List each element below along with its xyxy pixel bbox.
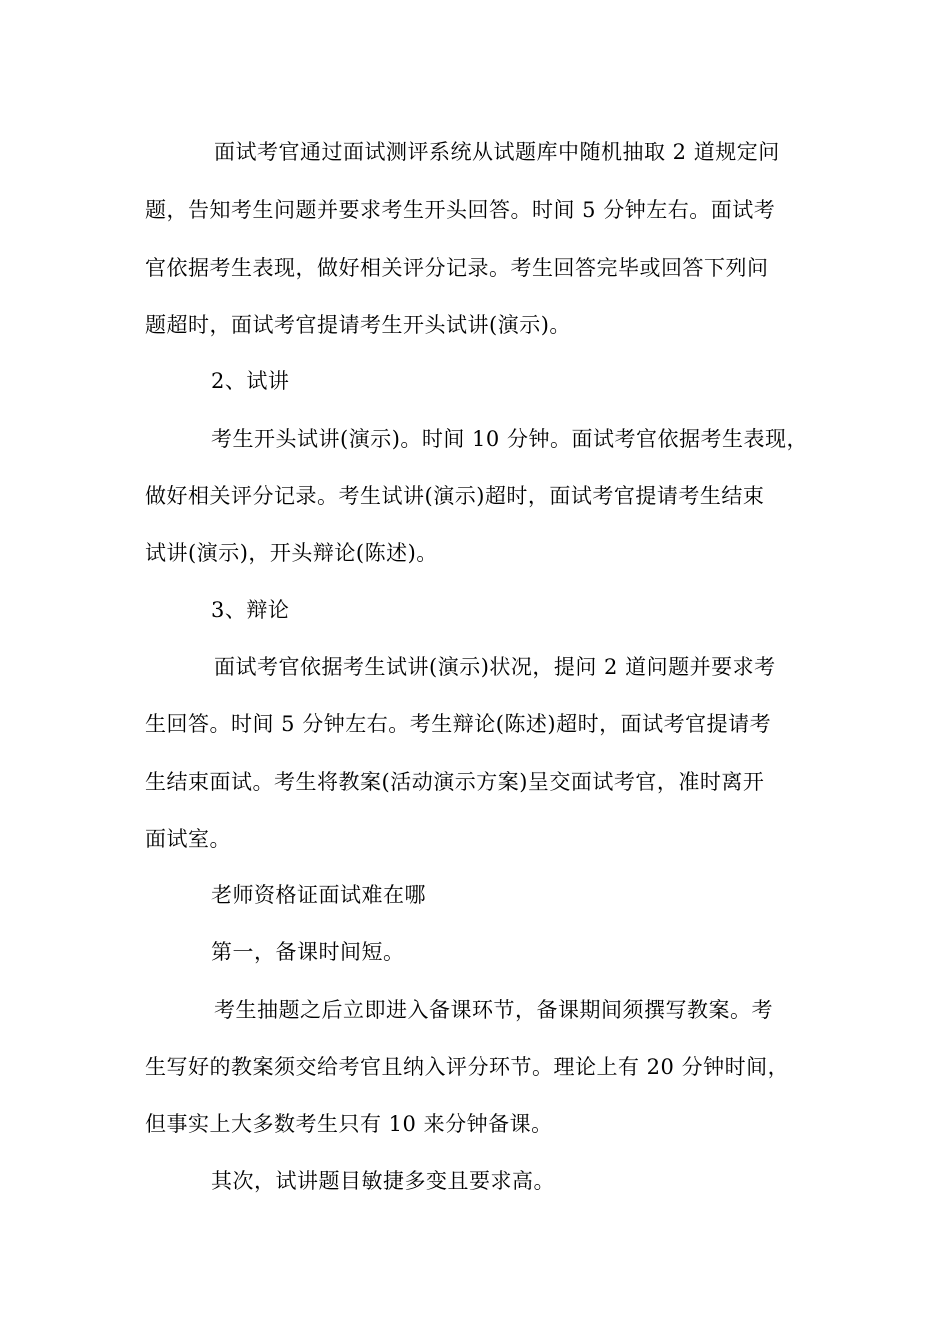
section-heading: 3、辩论 (211, 598, 290, 622)
section-heading: 2、试讲 (211, 369, 290, 393)
text-line: 考生抽题之后立即进入备课环节，备课期间须撰写教案。考 (214, 998, 773, 1022)
subheading: 老师资格证面试难在哪 (211, 883, 426, 907)
text-line: 生回答。时间 5 分钟左右。考生辩论(陈述)超时，面试考官提请考 (145, 712, 772, 736)
subheading: 其次，试讲题目敏捷多变且要求高。 (211, 1169, 555, 1193)
text-line: 考生开头试讲(演示)。时间 10 分钟。面试考官依据考生表现， (211, 427, 808, 451)
text-line: 但事实上大多数考生只有 10 来分钟备课。 (145, 1112, 553, 1136)
text-line: 面试室。 (145, 827, 231, 851)
text-line: 面试考官通过面试测评系统从试题库中随机抽取 2 道规定问 (214, 140, 780, 164)
text-line: 题超时，面试考官提请考生开头试讲(演示)。 (145, 313, 571, 337)
text-line: 官依据考生表现，做好相关评分记录。考生回答完毕或回答下列问 (145, 256, 769, 280)
text-line: 题，告知考生问题并要求考生开头回答。时间 5 分钟左右。面试考 (145, 198, 776, 222)
text-line: 生结束面试。考生将教案(活动演示方案)呈交面试考官，准时离开 (145, 770, 765, 794)
text-line: 试讲(演示)，开头辩论(陈述)。 (145, 541, 438, 565)
text-line: 面试考官依据考生试讲(演示)状况，提问 2 道问题并要求考 (214, 655, 776, 679)
text-line: 做好相关评分记录。考生试讲(演示)超时，面试考官提请考生结束 (145, 484, 765, 508)
text-line: 生写好的教案须交给考官且纳入评分环节。理论上有 20 分钟时间， (145, 1055, 790, 1079)
subheading: 第一，备课时间短。 (211, 940, 405, 964)
